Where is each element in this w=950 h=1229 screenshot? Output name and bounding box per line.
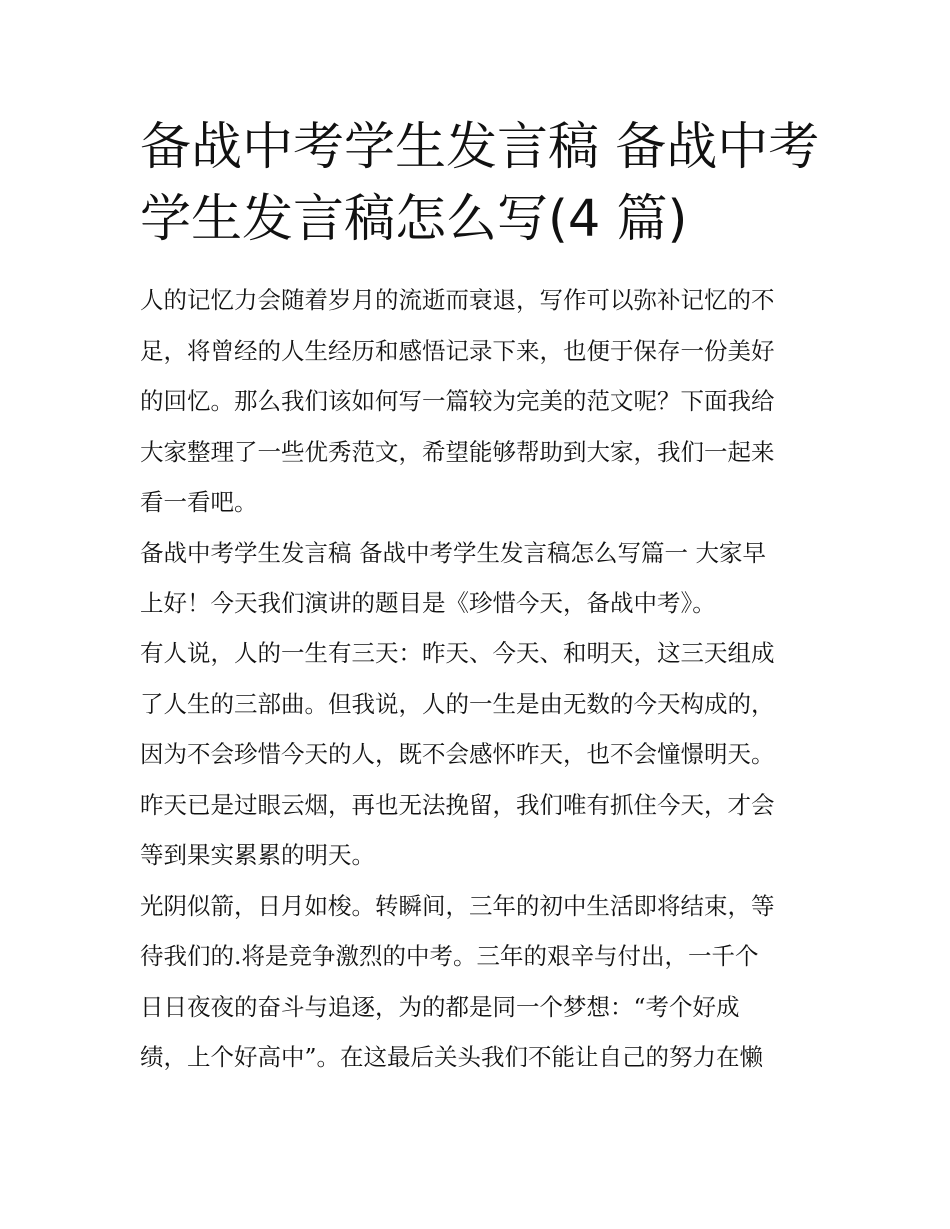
body-line-16: 绩，上个好高中”。在这最后关头我们不能让自己的努力在懒 [140,1043,764,1071]
body-line-3: 的回忆。那么我们该如何写一篇较为完美的范文呢？下面我给 [140,387,775,415]
body-line-1: 人的记忆力会随着岁月的流逝而衰退，写作可以弥补记忆的不 [140,286,775,314]
document-title [140,112,830,256]
body-line-5: 看一看吧。 [140,488,258,516]
title-line-2: 学生发言稿怎么写(4 篇) [140,190,688,249]
body-line-10: 因为不会珍惜今天的人，既不会感怀昨天，也不会憧憬明天。 [140,740,775,768]
body-line-4: 大家整理了一些优秀范文，希望能够帮助到大家，我们一起来 [140,438,775,466]
body-line-13: 光阴似箭，日月如梭。转瞬间，三年的初中生活即将结束，等 [140,892,775,920]
body-line-8: 有人说，人的一生有三天：昨天、今天、和明天，这三天组成 [140,639,775,667]
body-line-2: 足，将曾经的人生经历和感悟记录下来，也便于保存一份美好 [140,337,775,365]
body-line-11: 昨天已是过眼云烟，再也无法挽留，我们唯有抓住今天，才会 [140,791,775,819]
body-line-9: 了人生的三部曲。但我说，人的一生是由无数的今天构成的， [140,690,775,718]
body-line-12: 等到果实累累的明天。 [140,841,375,869]
title-line-1: 备战中考学生发言稿 备战中考 [140,118,820,177]
body-line-14: 待我们的.将是竞争激烈的中考。三年的艰辛与付出，一千个 [140,942,759,970]
body-line-6: 备战中考学生发言稿 备战中考学生发言稿怎么写篇一 大家早 [140,539,766,567]
body-line-15: 日日夜夜的奋斗与追逐，为的都是同一个梦想：“考个好成 [140,993,740,1021]
body-line-7: 上好！今天我们演讲的题目是《珍惜今天，备战中考》。 [140,589,716,617]
